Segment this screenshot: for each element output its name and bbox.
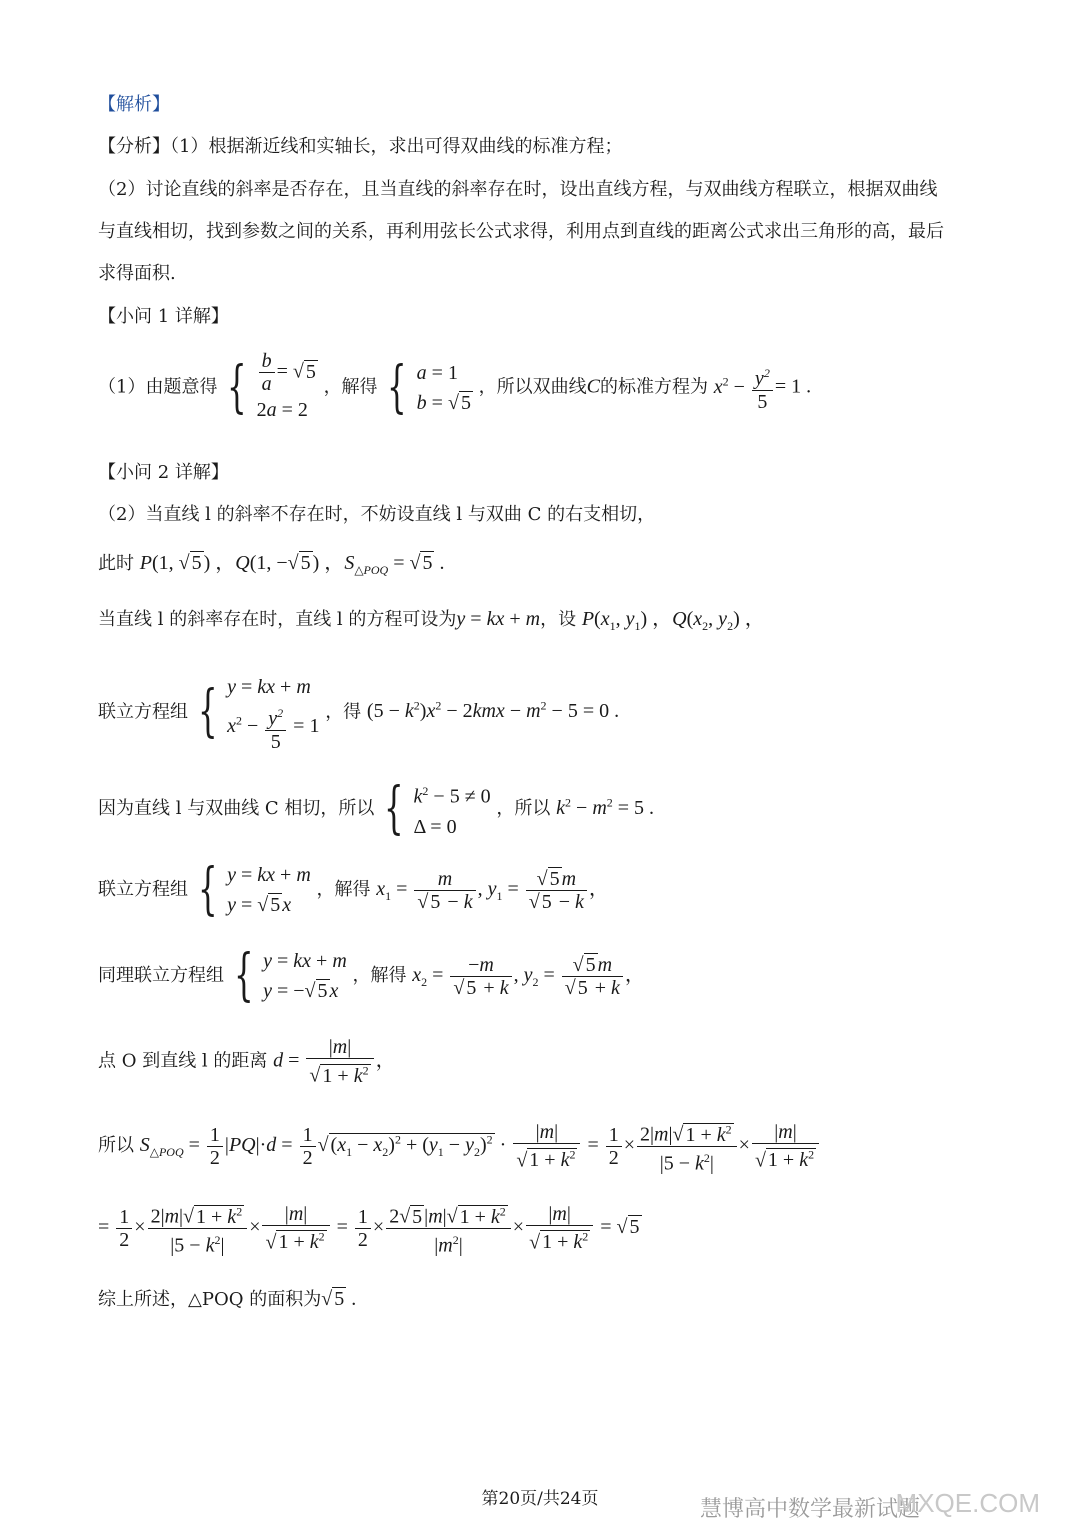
q1-title: 【小问 1 详解】 <box>98 306 229 327</box>
q2-line-4: 联立方程组 { y = kx + m $x^2$ − $\frac{y^2}{5}$ = 1 ，得 $(5 - k^2)x^2 - 2kmx - m^2 - 5 = 0$ . <box>98 676 620 753</box>
watermark-site: MXQE.COM <box>895 1488 1040 1518</box>
q2-line-9: 所以 $S_{\triangle POQ}$ = $\frac{1}{2}$ |PQ|·d = $\frac{1}{2}$ √ $(x_1 - x_2)^2 + (y_1 - y_2)^2$ · $\frac{|m|}{√ 1 + k^2}$ = $\frac{1}{2}$ × $\frac{2|m|√ 1 + k^2}{|5 - k^2|}$ × $\frac{|m|}{√ 1 + k^2}$ <box>98 1118 821 1174</box>
watermark-brand: 慧博高中数学最新试题 <box>700 1496 921 1521</box>
q2-line-10: = $\frac{1}{2}$ × $\frac{2|m|√ 1 + k^2}{|5 - k^2|}$ × $\frac{|m|}{√ 1 + k^2}$ = $\frac{1}{2}$ × $\frac{2√ 5 |m|√ 1 + k^2}{|m^2|}$ × $\frac{|m|}{√ 1 + k^2}$ = √ 5 <box>98 1200 642 1256</box>
q2-line-2: 此时 P(1, √ 5 ) ，Q(1, −√ 5 ) ，$S_{\triangle POQ}$ = √ 5 . <box>98 552 445 577</box>
analysis-line-1: 【分析】（1）根据渐近线和实轴长，求出可得双曲线的标准方程； <box>98 136 623 157</box>
q2-line-6: 联立方程组 { y = kx + m y = √ 5 x ，解得 $x_1$ = $\frac{m}{√ 5 - k}$ , $y_1$ = $\frac{√ 5 m}{√ 5 - k}$ ， <box>98 857 609 922</box>
q2-title: 【小问 2 详解】 <box>98 462 229 483</box>
analysis-line-2: （2）讨论直线的斜率是否存在，且当直线的斜率存在时，设出直线方程，与双曲线方程联立，根据双曲线 <box>98 179 938 200</box>
q2-line-7: 同理联立方程组 { y = kx + m y = −√ 5 x ，解得 $x_2$ = $\frac{-m}{√ 5 + k}$ , $y_2$ = $\frac{√ 5 m}{√ 5 + k}$ ， <box>98 943 645 1008</box>
analysis-line-3: 与直线相切，找到参数之间的关系，再利用弦长公式求得，利用点到直线的距离公式求出三角形的高，最后 <box>98 221 944 242</box>
q1-equation-line: （1）由题意得 { $\frac{b}{a}$ = √ 5 2a = 2 ，解得 { a = 1 b = √ 5 ，所以双曲线C的标准方程为 $x^2$ − $\frac{y^2}{5}$ = 1 . <box>98 350 812 421</box>
analysis-line-4: 求得面积. <box>98 263 176 284</box>
q2-line-3: 当直线 l 的斜率存在时，直线 l 的方程可设为y = kx + m，设 $P(x_1$, $y_1$) ，$Q(x_2$, $y_2$) ， <box>98 608 765 633</box>
q2-line-8: 点 O 到直线 l 的距离 d = $\frac{|m|}{√ 1 + k^2}$ ， <box>98 1036 396 1087</box>
page-footer: 第20页/共24页 <box>481 1489 599 1509</box>
q2-line-5: 因为直线 l 与双曲线 C 相切，所以 { $k^2 - 5 \ne 0$ Δ = 0 ，所以 $k^2 - m^2 = 5$ . <box>98 775 655 841</box>
q2-line-1: （2）当直线 l 的斜率不存在时，不妨设直线 l 与双曲 C 的右支相切， <box>98 504 656 525</box>
conclusion-line: 综上所述，△POQ 的面积为√ 5 . <box>98 1288 357 1310</box>
section-heading: 【解析】 <box>98 94 170 115</box>
